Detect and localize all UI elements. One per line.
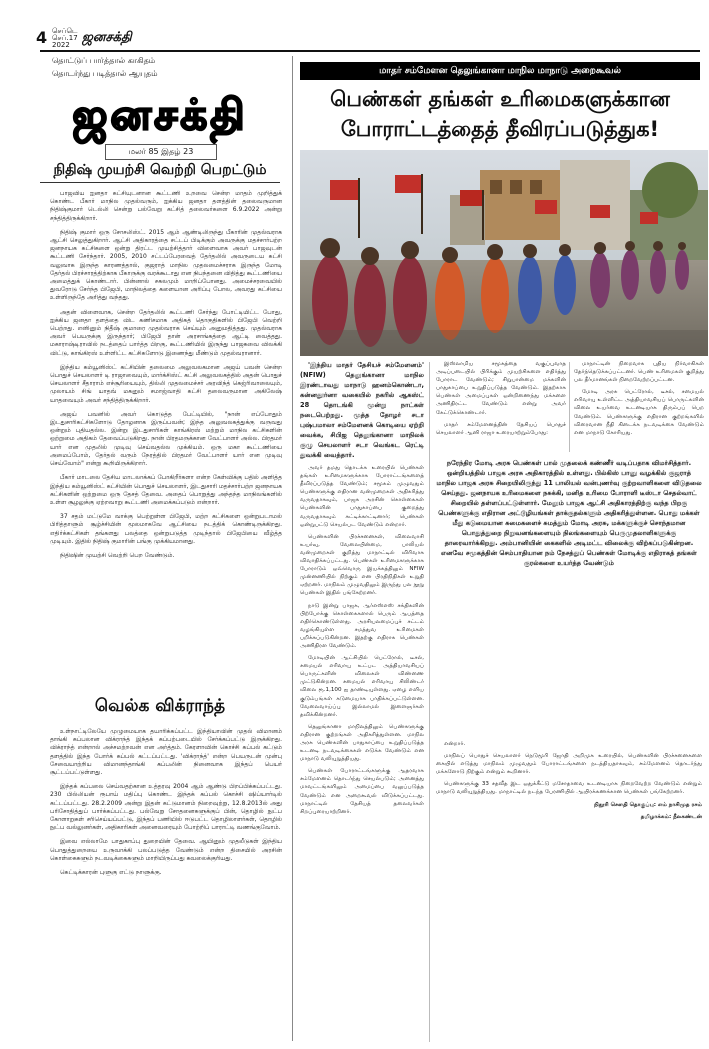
page-number: 4 [36,28,48,47]
translator-credit: தமிழாக்கம்: நீலகண்டன் [640,813,702,820]
paragraph: கெட்டிக்காரன் புளுகு எட்டு நாளுக்கு. [60,869,162,877]
editorial-body [50,190,282,566]
masthead-logo: ஜனசக்தி [72,90,248,139]
story-headline: பெண்கள் தங்கள் உரிமைகளுக்கான போராட்டத்தைத் தீவிரப்படுத்துக! [330,87,670,141]
story-column-4 [436,740,702,825]
paragraph: பீகார் மாடலை தேசிய மாடலாக்கப் போகிறீர்களா என்ற கேள்விக்கு பதில் அளித்த இந்திய கம்யூனிஸ்ட் கட்சியின் பொதுச் செயலாளர், இடதுசாரி மதச்சார்பற்ற ஜனநாயக கட்சிகளின் ஒற்றுமை ஒரு தேசத் தேவை. அதைப் பொறுத்து அந்தந்த மாநிலங்களில் உள்ள சூழலுக்கு ஏற்றவாறு கூட்டணி அமைக்கப்படும் என்றார். [50,474,282,506]
paragraph: அஜய் பவனில் அவர் கொடுத்த பேட்டியில், "நான் எப்போதும் இடதுசாரிகட்சிகளோடு தோழனாக இருப்பவன்; இந்த அலுவலகத்துக்கு வருவது ஒன்றும் புதியதல்ல. இன்று இடதுசாரிகள் காங்கிரஸ் மற்றும் மாநில கட்சிகளின் ஒற்றுமை அதிகம் தேவைப்படுகிறது. நான் பிரதமருக்கான வேட்பாளர் அல்ல. பிரதமர் யார் என முதலில் முடிவு செய்வதல்ல முக்கியம். ஒரு மகா கூட்டணியை அமைப்போம், தேர்தல் வரும் நேரத்தில் பிரதமர் வேட்பாளர் யார் என முடிவு செய்வோம்" என்று கூறியிருக்கிறார். [50,410,282,468]
rally-photo-image [300,150,708,356]
header-rule [40,50,700,52]
paragraph: நாடு இன்று பாஜக, ஆர்எஸ்எஸ் சக்திகளின் பிற்போக்கு கொள்கைகளால் பெரும் ஆபத்தை எதிர்கொண்டுள்ளது. அரசியலமைப்புச் சட்டம் வழங்கியுள்ள சமத்துவ உரிமைகள் பறிக்கப்படுகின்றன. இதற்கு எதிராக பெண்கள் அணிதிரள வேண்டும். [300,602,424,649]
paragraph: மாநிலப் பொதுச் செயலாளர் நெடுமூரி ஜோதி அறிமுக உரையில், பெண்களின் பிரச்சனைகளை கையில் எடுத்து மாநிலம் முழுவதும் போராட்டங்களை நடத்தியதாகவும், சம்மேளனம் தொடர்ந்து மக்களோடு நிற்கும் என்றும் கூறினார். [436,753,702,776]
paragraph: உள்நாட்டிலேயே முழுமையாக தயாரிக்கப்பட்ட இந்தியாவின் முதல் விமானம் தாங்கி கப்பலான விக்ராந்த் இந்தக் கப்பற்படையில் சேர்க்கப்பட்டு இருக்கிறது. விக்ராந்த் என்றால் அச்சமற்றவன் என அர்த்தம். கேரளாவின் கொச்சி கப்பல் கட்டும் தளத்தில் இந்த போர்க் கப்பல் கட்டப்பட்டது. 'விக்ராந்த்' என்ற பெயருடன் முன்பு சேவையாற்றிய விமானந்தாங்கி கப்பலின் நினைவாக இந்தப் பெயர் சூட்டப்பட்டுள்ளது. [50,728,282,777]
editorial-rule [40,182,280,183]
quote-text: நரேந்திர மோடி அரசு பெண்கள் பால் முதலைக் கண்ணீர் வடிப்பதாக விமர்சித்தார். ஒன்றியத்தில் பாஜக அரசு அதிகாரத்தில் உள்ளது. பில்கிஸ் பானு வழக்கில் குஜராத் மாநில பாஜக அரசு சிறையிலிருந்து 11 பாலியல் வன்புணர்வு குற்றவாளிகளை விடுதலை செய்தது. ஜனநாயக உரிமைகளை நசுக்கி, மனித உரிமை போராளி டீஸ்டா செதல்வாட் சிறையில் தள்ளப்பட்டுள்ளார். மேலும் பாஜக ஆட்சி அதிகாரத்திற்கு வந்த பிறகு பெண்களுக்கு எதிரான அட்டூழியங்கள் தாக்குதல்களும் அதிகரித்துள்ளன. பொது மக்கள் மீது கடுமையான சுமைகளைச் சுமத்தும் மோடி அரசு, மக்களுக்குச் சொந்தமான பொதுத்துறை நிறுவனங்களையும் நிலங்களையும் பெருமுதலாளிகளுக்கு தாரைவார்க்கிறது. அம்பானியின் கைகளில் அடிமட்ட விலைக்கு விற்கப்படுகின்றன. எனவே சமூகத்தின் செம்பாதியான நம் நேசத்துப் பெண்கள் மோடிக்கு எதிராகத் தங்கள் குரல்களை உயர்த்த வேண்டும் [436,459,702,567]
paragraph: பெண்கள் போராட்டங்களுக்கு ஆதரவாக சம்மேளனம் தொடர்ந்து செயல்படும்; அனைத்து மாவட்டங்களிலும் அமைப்பை வலுப்படுத்த வேண்டும் என அறைகூவல் விடுக்கப்பட்டது. மாநாட்டில் தேசியத் தலைவர்கள் சிறப்புரையாற்றினர். [300,768,424,815]
paragraph: இந்தக் கப்பலை செய்வதற்கான உத்தரவு 2004 ஆம் ஆண்டு பிறப்பிக்கப்பட்டது. 230 பில்லியன் ரூபாய் மதிப்பு கொண்ட இந்தக் கப்பல் கொச்சி ஷிப்யார்டில் கட்டப்பட்டது. 28.2.2009 அன்று இதன் கட்டுமானம் நிறைவுற்று, 12.8.2013ல் அது பரிசோதித்துப் பார்க்கப்பட்டது. பல்வேறு சோதனைகளுக்குப் பின், தொழில் நுட்ப கோளாறுகள் சரிசெய்யப்பட்டு, இந்தப் பணியில் ஈடுபட்ட தொழிலாளர்கள், தொழில் நுட்ப வல்லுனர்கள், அதிகாரிகள் அனைவரையும் போற்றிப் பாராட்டி வணங்குவோம். [50,783,282,832]
editorial2-body [50,728,282,883]
editorial2-title: வெல்க விக்ராந்த் [94,696,226,716]
volume-issue: மலர் 85 இதழ் 23 [105,144,217,160]
paragraph: இஸ்லாமிய சமூகத்தை வகுப்புவாத அடிப்படையில் பிரிக்கும் முயற்சிகளை எதிர்த்து போராட வேண்டும்; சிறுபான்மை மக்களின் பாதுகாப்பை உறுதிப்படுத்த வேண்டும். இதற்காக பெண்கள் அமைப்புகள் ஒன்றிணைந்து மக்களை அணிதிரட்ட வேண்டும் என்று அவர் கேட்டுக்கொண்டார். [436,361,566,416]
story-bold-quote [436,458,702,572]
story-column-1 [300,360,424,820]
column-divider [429,362,430,1042]
editorial-title: நிதிஷ் முயற்சி வெற்றி பெறட்டும் [53,162,267,178]
paragraph: இவை எல்லாமே பாதுகாப்பு துறையின் தேவை. ஆயினும் முதலீடுகள் இந்திய பொதுத்துறையை உருவாக்கி பலப்படுத்த வேண்டும் என்ற திசையில் அரசின் கொள்கைகளும் நடவடிக்கைகளும் மாறியிருப்பது கவலைக்குரியது. [50,838,282,862]
paragraph: தெலுங்கானா மாநிலத்திலும் பெண்களுக்கு எதிரான குற்றங்கள் அதிகரித்துள்ளன. மாநில அரசு பெண்களின் பாதுகாப்பை உறுதிப்படுத்த உடனடி நடவடிக்கைகள் எடுக்க வேண்டும் என மாநாடு வலியுறுத்தியது. [300,723,424,763]
paragraph: மோடி அரசு பெட்ரோல், டீசல், சமையல் எரிவாயு உள்ளிட்ட அத்தியாவசியப் பொருட்களின் விலை உயர்வை உடனடியாக திரும்பப் பெற வேண்டும். பெண்களுக்கு எதிரான குற்றங்களில் விரைவான நீதி கிடைக்க நடவடிக்கை வேண்டும் என மாநாடு கோரியது. [574,389,704,436]
masthead-small: ஜனசக்தி [82,30,132,45]
tagline: தொட்டுப் பார்த்தால் காகிதம் தொடர்ந்து படித்தால் ஆயுதம் [52,56,158,78]
column-divider [292,56,293,1041]
story-lead: 'இந்திய மாதர் தேசியச் சம்மேளனம்' (NFIW) தெலுங்கானா மாநில இரண்டாவது மாநாடு ஹனம்கொண்டா, கன்னதூர்னா வகையில் நகரில் ஆகஸ்ட் 28 தொடங்கி மூன்று நாட்கள் நடைபெற்றது. மூத்த தோழர் சடா புஷ்பமாலா சம்மேளனக் கொடியை ஏற்றி வைக்க, சிபிஐ தெலுங்கானா மாநிலக் குழு செயலாளர் சடா வெங்கட ரெட்டி துவக்கி வைத்தார். [300,361,424,459]
story-kicker: மாதர் சம்மேளன தெலுங்கானா மாநில மாநாடு அறைகூவல் [300,62,700,80]
paragraph: பாஜவிய ஐனதா கட்சியுடனான கூட்டணி உறவை சென்ற மாதம் முறித்துக் கொண்ட பீகார் மாநில முதல்வரும், ஐக்கிய ஜனதா தளத்தின் தலைவருமான நிதிஷ்குமார் டெல்லி சென்று பல்வேறு கட்சித் தலைவர்களை 6.9.2022 அன்று சந்தித்திருக்கிறார். [50,190,282,222]
paragraph: பெண்களின் பிரச்சனைகள், விலைவாசி உயர்வு, வேலையின்மை, பாலியல் வன்முறைகள் குறித்து மாநாட்டில் விரிவாக விவாதிக்கப்பட்டது. பெண்கள் உரிமைகளுக்காக போராடும் ஒவ்வொரு இயக்கத்திலும் NFIW முன்னணியில் நிற்கும் என பிரதிநிதிகள் உறுதி ஏற்றனர். மாநிலம் முழுவதிலும் இருந்து பல நூறு பெண்கள் இதில் பங்கேற்றனர். [300,533,424,597]
paragraph: என்றார். [444,741,466,747]
paragraph: அவர் தமது தொடக்க உரையில் பெண்கள் தங்கள் உரிமைகளுக்காக போராட்டங்களைத் தீவிரப்படுத்த வேண்டும்; சமூகம் முழுவதும் பெண்களுக்கு எதிரான வன்முறைகள் அதிகரித்து வருவதாகவும், பாஜக அரசின் கொள்கைகள் பெண்களின் பாதுகாப்பை குறைத்து வருவதாகவும் சுட்டிக்காட்டினார்; பெண்கள் ஒன்றுபட்டு செயல்பட வேண்டும் என்றார். [300,465,424,528]
page-date: செப்டெ செப்.17 2022 [52,27,78,49]
story-column-3 [574,360,704,441]
story-column-2 [436,360,566,441]
paragraph: இந்திய கம்யூனிஸ்ட் கட்சியின் தலைமை அலுவலகமான அஜய் பவன் சென்ற பொதுச் செயலாளர் டி ராஜாவையும், மார்க்சிஸ்ட் கட்சி அலுவலகத்தில் அதன் பொதுச் செயலாளர் சீதாராம் எச்சூரியையும், தில்லி முதலமைச்சர் அரவிந்த் கெஜ்ரிவாலையும், முலாயம் சிங் யாதவ் மகனும் சமாஜ்வாதி கட்சி தலைவருமான அகிலேஷ் யாதவையும் அவர் சந்தித்திருக்கிறார். [50,363,282,404]
column-divider [569,362,570,452]
paragraph: மாநாட்டின் நிறைவாக புதிய நிர்வாகிகள் தேர்ந்தெடுக்கப்பட்டனர். பெண் உரிமைகள் குறித்து பல தீர்மானங்கள் நிறைவேற்றப்பட்டன. [574,361,704,384]
story-credit: நிதூரி சௌதி தொகுப்பு: எம் நாசிமுத ரசம் [594,801,702,808]
rally-photo [300,150,708,356]
paragraph: மாதர் சம்மேளனத்தின் தேசியப் பொதுச் செயலாளர் ஆனி ராஜா உரையாற்றும்போது: [436,421,566,436]
header-band [40,6,709,44]
paragraph: பெண்களுக்கு 33 சதவீத இட ஒதுக்கீட்டு மசோதாவை உடனடியாக நிறைவேற்ற வேண்டும் என்றும் மாநாடு வலியுறுத்தியது. மாநாட்டில் நடந்த பேரணியில் ஆயிரக்கணக்கான பெண்கள் பங்கேற்றனர். [436,781,702,796]
paragraph: 37 சதம் மட்டுமே வாக்கு பெற்றுள்ள பிஜேபி, மற்ற கட்சிகளை ஒன்றுபடாமல் பிரித்தாளும் சூழ்ச்சியின் மூலமாகவே ஆட்சியை நடத்திக் கொண்டிருக்கிறது. எதிர்க்கட்சிகள் தங்களது பலத்தை ஒன்றுபடுத்த முடிந்தால் பிஜேபியை வீழ்த்த முடியும். இதில் நிதிஷ் குமாரின் பங்கு முக்கியமானது. [50,513,282,545]
paragraph: நிதிஷ் குமார் ஒரு சோசலிஸ்ட். 2015 ஆம் ஆண்டிலிருந்து பீகாரின் முதல்வராக ஆட்சி செலுத்துகிறார். ஆட்சி அதிகாரத்தை சட்டப் பிடிக்கும் அவருக்கு மதச்சார்பற்ற ஜனநாயக கட்சிகளை ஒன்று திரட்ட முயற்சித்தார் விளைவாக அவர் பாஜவுடன் கூட்டணி சேர்ந்தார். 2005, 2010 சட்டப்பேரவைத் தேர்தலில் அவருடைய கட்சி வலுவாக இருந்த காரணத்தால், குஜராத் மாநில முதலமைச்சராக இருந்த மோடி தேர்தல் பிரச்சாரத்திற்காக பீகாருக்கு வரக்கூடாது என நிபந்தனை விதித்து கூட்டணியை அமைத்துக் கொண்டார். பின்னால் சகலமும் மாறிப்போனது. அமைச்சரவையில் துவரோடு சேர்ந்த பிஜேபி, மாநிலத்தை களையான அரிப்பு போல, அவரது கட்சியை உள்ளிருந்தே அரித்து வந்தது. [50,228,283,302]
page-header [40,6,709,44]
paragraph: அதன் விளைவாக, சென்ற தேர்தலில் கூட்டணி சேர்ந்து போட்டியிட்ட போது, ஐக்கிய ஜனதா தளத்தை விட கணிசமாக அதிகத் தொகுதிகளில் பிஜேபி வெற்றி பெற்றது. எனினும் நிதீஷ் குமாரை முதல்வராக செய்யும் அனுமதித்தது. முதல்வராக அவர் பெயருக்கு இருந்தார்; பிஜேபி தான் அரசாங்கத்தை ஆட்டி வைத்தது. மகாராஷ்டிராவில் நடத்தைப் பார்த்த பிறகு, கூட்டணியில் இருந்து பாஜகவை விலக்கி விட்டு, காங்கிரஸ் உள்ளிட்ட கட்சிகளோடு இணைந்து மீண்டும் முதல்வரானார். [50,308,282,357]
paragraph: நிதிஷின் முயற்சி வெற்றி பெற வேண்டும். [60,551,175,559]
paragraph: மோடியின் ஆட்சியில் பெட்ரோல், டீசல், சமையல் எரிவாயு உட்பட அத்தியாவசியப் பொருட்களின் விலைகள் விண்ணை முட்டுகின்றன. சமையல் எரிவாயு சிலிண்டர் விலை ரூ.1,100 ஐ தாண்டியுள்ளது. ஏழை எளிய குடும்பங்கள் கடுமையாக பாதிக்கப்பட்டுள்ளன. வேலைவாய்ப்பு இல்லாமல் இளைஞர்கள் தவிக்கின்றனர். [300,655,424,718]
